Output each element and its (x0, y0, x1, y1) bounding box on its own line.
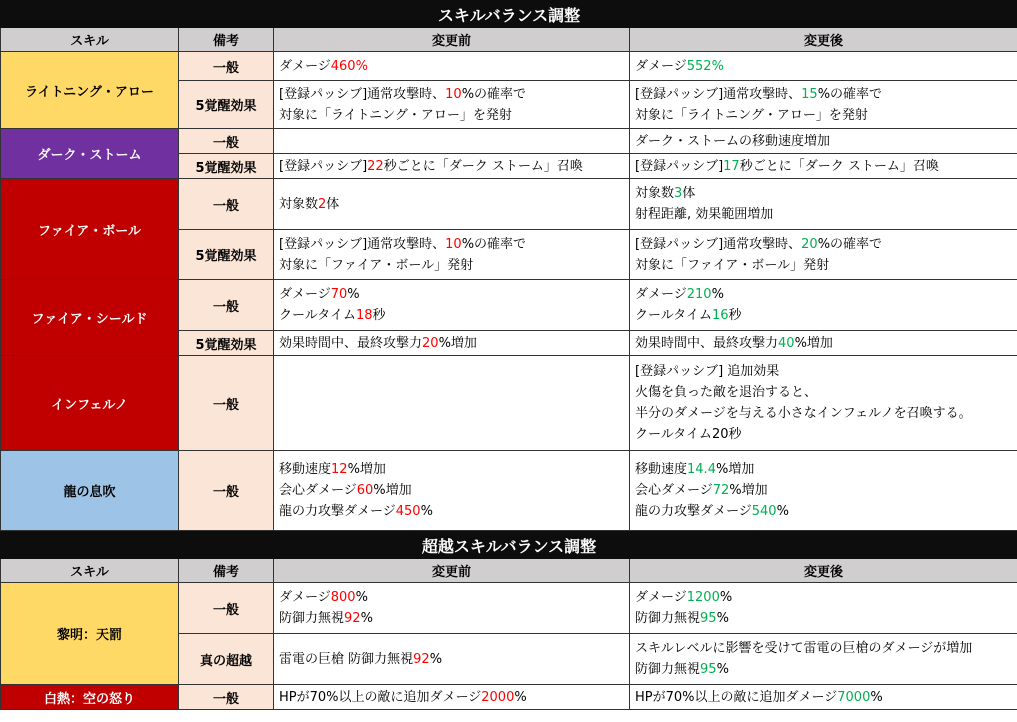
text-segment: 12 (331, 462, 348, 477)
after-cell (630, 129, 1017, 154)
before-cell (274, 230, 630, 280)
skill-name: ファイア・シールド (1, 280, 179, 356)
before-cell (274, 52, 630, 81)
text-line (635, 333, 1012, 354)
text-segment: 540 (751, 504, 777, 519)
note-cell: 一般 (179, 52, 274, 81)
text-segment: 対象数 (279, 196, 319, 212)
before-cell (274, 81, 630, 129)
text-segment: 防御力無視 (635, 611, 701, 626)
text-line (635, 156, 1012, 177)
text-segment: %増加 (794, 335, 833, 351)
text-segment: 射程距離, 効果範囲増加 (635, 207, 774, 222)
text-segment: %の確率で (461, 236, 527, 252)
after-cell (630, 179, 1017, 230)
text-line (635, 480, 1012, 501)
text-line (635, 234, 1012, 255)
text-line (635, 638, 1012, 659)
section-title: スキルバランス調整 (1, 1, 1017, 28)
note-cell: 一般 (179, 179, 274, 230)
column-header-row (1, 28, 1017, 52)
note-cell: 一般 (179, 280, 274, 331)
text-segment: 龍の力攻撃ダメージ (279, 504, 396, 519)
text-line (279, 305, 624, 326)
text-segment: % (360, 611, 373, 626)
text-line (635, 131, 1012, 152)
text-segment: [登録パッシブ] (279, 158, 368, 174)
text-segment: ダメージ (635, 58, 687, 74)
after-cell (630, 52, 1017, 81)
text-segment: 体 (682, 186, 696, 201)
skill-name: ダーク・ストーム (1, 129, 179, 179)
text-segment: 450 (395, 504, 421, 519)
text-segment: 体 (326, 196, 340, 212)
after-cell (630, 280, 1017, 331)
text-line (635, 403, 1012, 424)
note-cell: 真の超越 (179, 634, 274, 685)
skill-name: 龍の息吹 (1, 451, 179, 531)
skill-name: インフェルノ (1, 356, 179, 451)
text-segment: 会心ダメージ (279, 483, 357, 498)
after-cell (630, 685, 1017, 710)
text-segment: 92 (413, 651, 430, 667)
text-line (635, 501, 1012, 522)
text-segment: % (776, 504, 789, 519)
text-segment: 460% (330, 58, 368, 74)
text-line (635, 105, 1012, 126)
note-cell: 5覚醒効果 (179, 230, 274, 280)
text-segment: %増加 (373, 483, 412, 498)
skill-name: 黎明：天罰 (1, 583, 179, 685)
column-header: 備考 (179, 559, 274, 583)
text-segment: %の確率で (461, 86, 527, 102)
section-table (0, 531, 1017, 710)
text-segment: 20 (801, 236, 818, 252)
skill-row (1, 685, 1017, 710)
before-cell (274, 634, 630, 685)
section-title-row (1, 532, 1017, 559)
before-cell (274, 129, 630, 154)
text-segment: 火傷を負った敵を退治すると、 (635, 385, 818, 400)
skill-row (1, 52, 1017, 81)
skill-row (1, 451, 1017, 531)
text-segment: 16 (711, 308, 729, 323)
text-segment: ダーク・ストームの移動速度増加 (635, 133, 831, 149)
text-segment: %増加 (715, 462, 755, 477)
text-segment: 対象に「ライトニング・アロー」を発射 (635, 107, 868, 123)
text-line (279, 459, 624, 480)
text-line (279, 156, 624, 177)
skill-row (1, 179, 1017, 230)
text-segment: 秒 (372, 308, 386, 323)
text-line (635, 687, 1012, 708)
column-header: 備考 (179, 28, 274, 52)
section-title-row (1, 1, 1017, 28)
text-segment: %の確率で (817, 236, 883, 252)
text-segment: 効果時間中、最終攻撃力 (279, 335, 423, 351)
text-segment: 70 (330, 287, 348, 302)
text-segment: 22 (367, 158, 384, 174)
before-cell (274, 356, 630, 451)
before-cell (274, 280, 630, 331)
text-segment: ダメージ (279, 590, 331, 605)
text-segment: % (347, 287, 360, 302)
after-cell (630, 356, 1017, 451)
text-segment: % (711, 287, 724, 302)
text-segment: % (355, 590, 368, 605)
text-segment: 対象に「ライトニング・アロー」を発射 (279, 107, 512, 123)
text-segment: % (514, 689, 527, 705)
text-segment: %増加 (347, 462, 386, 477)
text-segment: 552% (686, 58, 724, 74)
column-header: 変更後 (630, 28, 1017, 52)
text-line (279, 284, 624, 305)
text-line (279, 501, 624, 522)
text-segment: %増加 (438, 335, 477, 351)
text-segment: % (716, 662, 729, 677)
text-line (635, 659, 1012, 680)
column-header: スキル (1, 28, 179, 52)
text-segment: クールタイム (279, 308, 356, 323)
after-cell (630, 583, 1017, 634)
note-cell: 一般 (179, 685, 274, 710)
skill-row (1, 280, 1017, 331)
note-cell: 一般 (179, 583, 274, 634)
before-cell (274, 179, 630, 230)
text-segment: 防御力無視 (635, 662, 701, 677)
text-segment: 95 (700, 611, 717, 626)
text-segment: 210 (686, 287, 712, 302)
text-line (635, 204, 1012, 225)
text-segment: [登録パッシブ] 追加効果 (635, 364, 780, 379)
text-line (279, 687, 624, 708)
after-cell (630, 230, 1017, 280)
text-segment: 龍の力攻撃ダメージ (635, 504, 752, 519)
text-segment: 20 (422, 335, 439, 351)
text-segment: ダメージ (635, 590, 687, 605)
text-segment: [登録パッシブ]通常攻撃時、 (279, 236, 446, 252)
after-cell (630, 154, 1017, 179)
text-segment: % (420, 504, 433, 519)
text-segment: スキルレベルに影響を受けて雷電の巨槍のダメージが増加 (635, 641, 973, 656)
text-line (279, 56, 624, 77)
before-cell (274, 583, 630, 634)
text-segment: HPが70%以上の敵に追加ダメージ (279, 689, 482, 705)
text-segment: 秒ごとに「ダーク ストーム」召喚 (383, 158, 583, 174)
text-line (279, 608, 624, 629)
text-segment: 対象数 (635, 186, 675, 201)
text-line (635, 284, 1012, 305)
skill-row (1, 129, 1017, 154)
text-segment: 防御力無視 (279, 611, 345, 626)
skill-row (1, 356, 1017, 451)
skill-name: ライトニング・アロー (1, 52, 179, 129)
text-line (635, 305, 1012, 326)
column-header: 変更後 (630, 559, 1017, 583)
skill-row (1, 583, 1017, 634)
text-segment: % (716, 611, 729, 626)
before-cell (274, 685, 630, 710)
text-segment: 対象に「ファイア・ボール」発射 (279, 257, 474, 273)
after-cell (630, 451, 1017, 531)
after-cell (630, 81, 1017, 129)
skill-name: 白熱：空の怒り (1, 685, 179, 710)
text-segment: 秒 (728, 308, 742, 323)
text-segment: 17 (723, 158, 740, 174)
text-segment: ダメージ (635, 287, 687, 302)
text-segment: %増加 (729, 483, 768, 498)
text-segment: 15 (801, 86, 818, 102)
section-title: 超越スキルバランス調整 (1, 532, 1017, 559)
after-cell (630, 331, 1017, 356)
text-line (635, 382, 1012, 403)
note-cell: 5覚醒効果 (179, 154, 274, 179)
text-line (279, 587, 624, 608)
text-line (279, 105, 624, 126)
text-line (635, 84, 1012, 105)
text-line (279, 480, 624, 501)
text-line (279, 255, 624, 276)
text-line (279, 194, 624, 215)
text-segment: 効果時間中、最終攻撃力 (635, 335, 779, 351)
text-segment: 40 (778, 335, 795, 351)
text-line (635, 56, 1012, 77)
note-cell: 5覚醒効果 (179, 81, 274, 129)
column-header: 変更前 (274, 28, 630, 52)
text-segment: 2000 (481, 689, 515, 705)
text-segment: ダメージ (279, 58, 331, 74)
text-segment: 2 (318, 196, 327, 212)
text-segment: %の確率で (817, 86, 883, 102)
text-segment: 10 (445, 236, 462, 252)
note-cell: 一般 (179, 356, 274, 451)
text-segment: 14.4 (687, 462, 716, 477)
text-segment: 10 (445, 86, 462, 102)
text-segment: [登録パッシブ]通常攻撃時、 (635, 86, 802, 102)
text-line (635, 608, 1012, 629)
note-cell: 一般 (179, 451, 274, 531)
text-segment: ダメージ (279, 287, 331, 302)
text-segment: 60 (356, 483, 374, 498)
text-segment: クールタイム (635, 308, 712, 323)
text-segment: 移動速度 (279, 462, 332, 477)
text-line (635, 459, 1012, 480)
text-segment: [登録パッシブ]通常攻撃時、 (279, 86, 446, 102)
text-segment: クールタイム20秒 (635, 427, 742, 442)
text-segment: 7000 (837, 689, 871, 705)
text-segment: [登録パッシブ] (635, 158, 724, 174)
text-segment: [登録パッシブ]通常攻撃時、 (635, 236, 802, 252)
text-segment: % (870, 689, 883, 705)
text-segment: 秒ごとに「ダーク ストーム」召喚 (739, 158, 939, 174)
text-segment: 72 (712, 483, 730, 498)
text-line (635, 255, 1012, 276)
text-segment: % (429, 651, 443, 667)
text-line (279, 649, 624, 670)
text-line (635, 587, 1012, 608)
text-segment: % (719, 590, 733, 605)
note-cell: 5覚醒効果 (179, 331, 274, 356)
text-segment: 対象に「ファイア・ボール」発射 (635, 257, 830, 273)
text-segment: 移動速度 (635, 462, 688, 477)
before-cell (274, 154, 630, 179)
text-line (635, 361, 1012, 382)
before-cell (274, 331, 630, 356)
text-segment: 95 (700, 662, 717, 677)
column-header: スキル (1, 559, 179, 583)
before-cell (274, 451, 630, 531)
after-cell (630, 634, 1017, 685)
text-segment: HPが70%以上の敵に追加ダメージ (635, 689, 838, 705)
skill-name: ファイア・ボール (1, 179, 179, 280)
text-line (635, 183, 1012, 204)
text-segment: 3 (674, 186, 683, 201)
text-segment: 18 (355, 308, 373, 323)
text-segment: 92 (344, 611, 361, 626)
note-cell: 一般 (179, 129, 274, 154)
text-line (279, 234, 624, 255)
text-segment: 半分のダメージを与える小さなインフェルノを召喚する。 (635, 406, 972, 421)
text-segment: 会心ダメージ (635, 483, 713, 498)
text-line (279, 333, 624, 354)
text-segment: 1200 (686, 590, 720, 605)
column-header-row (1, 559, 1017, 583)
text-segment: 800 (330, 590, 356, 605)
text-line (635, 424, 1012, 445)
text-segment: 雷電の巨槍 防御力無視 (279, 651, 414, 667)
column-header: 変更前 (274, 559, 630, 583)
text-line (279, 84, 624, 105)
